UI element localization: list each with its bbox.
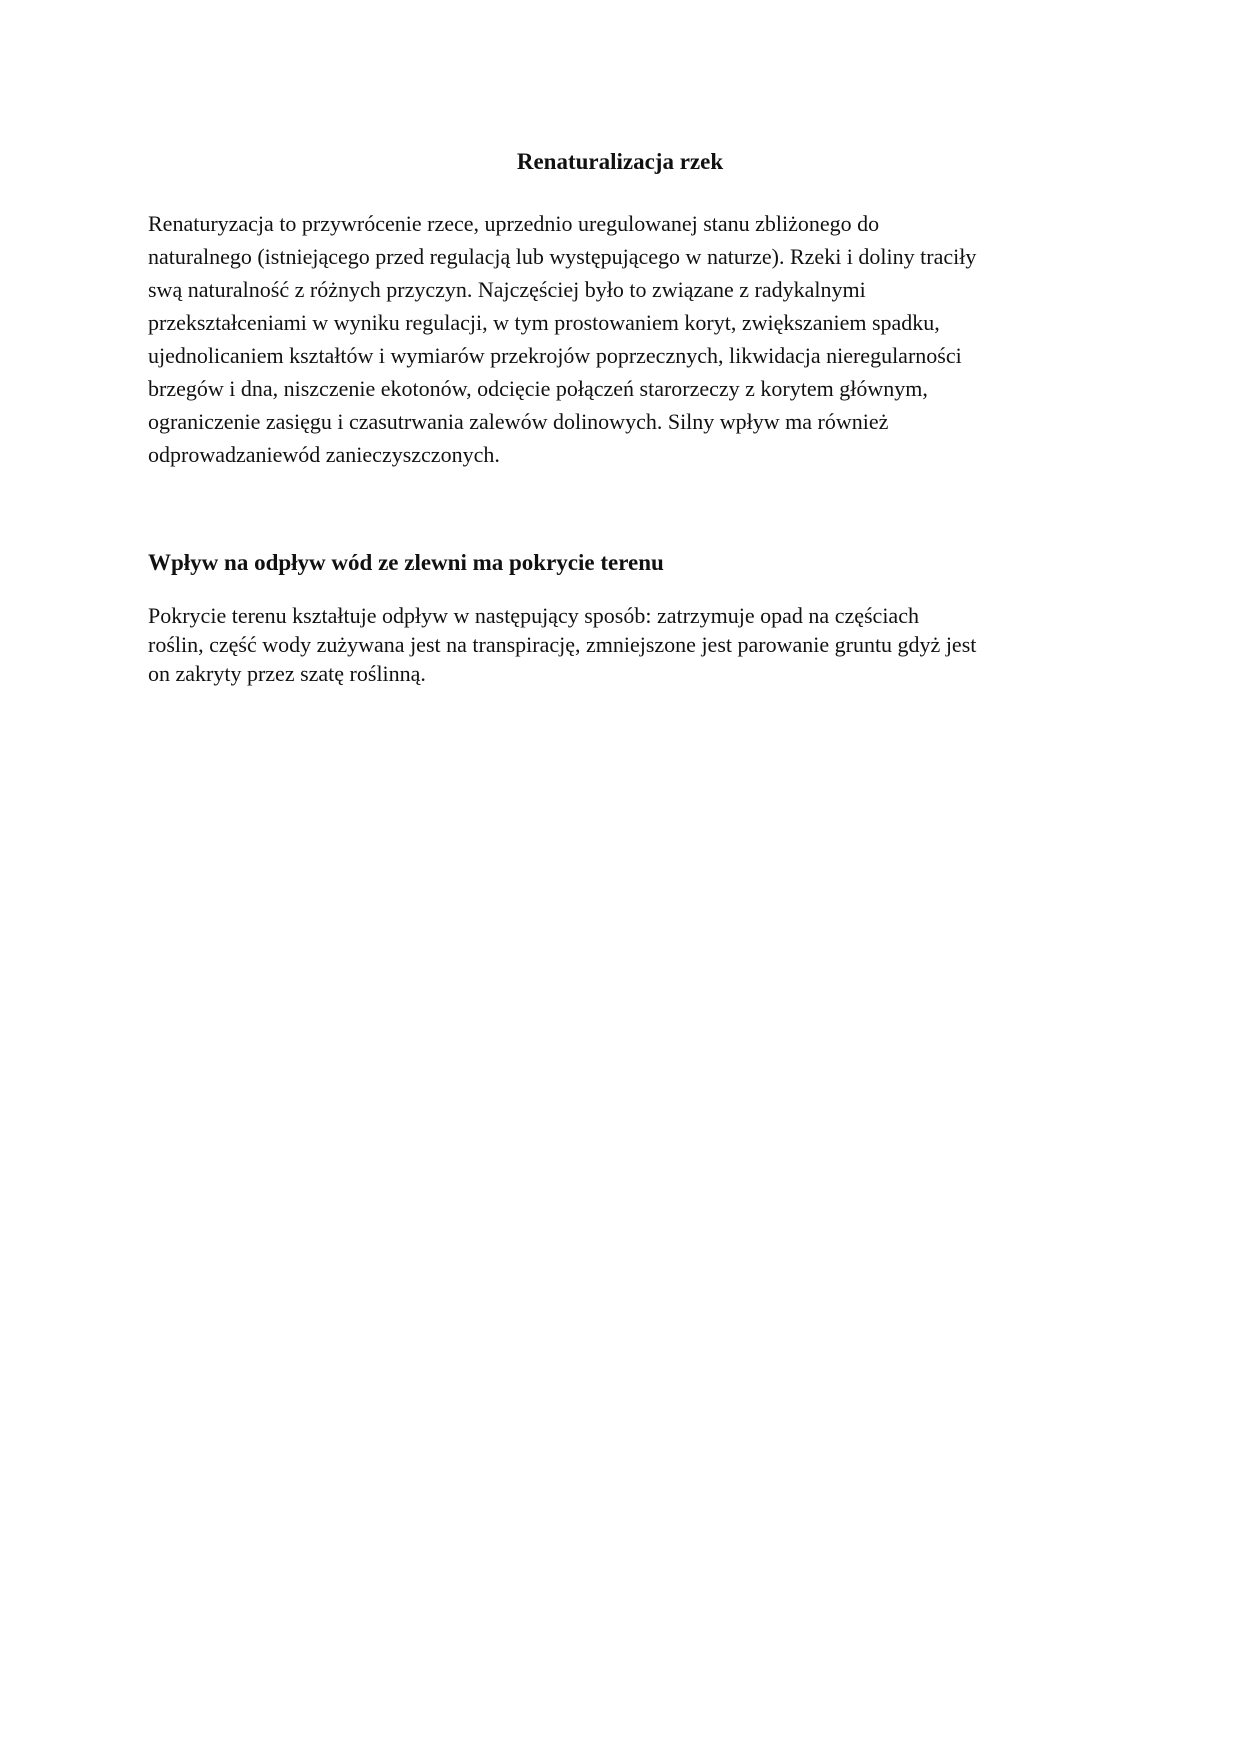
paragraph-line: Pokrycie terenu kształtuje odpływ w następujący sposób: zatrzymuje opad na częściach — [148, 603, 919, 628]
paragraph-pokrycie-terenu — [148, 601, 1108, 688]
paragraph-line: naturalnego (istniejącego przed regulacją lub występującego w naturze). Rzeki i doliny traciły — [148, 244, 977, 269]
paragraph-line: Renaturyzacja to przywrócenie rzece, uprzednio uregulowanej stanu zbliżonego do — [148, 211, 880, 236]
paragraph-line: ujednolicaniem kształtów i wymiarów przekrojów poprzecznych, likwidacja nieregularności — [148, 343, 962, 368]
paragraph-line: odprowadzaniewód zanieczyszczonych. — [148, 442, 500, 467]
paragraph-line: on zakryty przez szatę roślinną. — [148, 661, 426, 686]
paragraph-line: roślin, część wody zużywana jest na transpirację, zmniejszone jest parowanie gruntu gdyż jest — [148, 632, 977, 657]
paragraph-renaturyzacja — [148, 207, 1108, 471]
paragraph-line: swą naturalność z różnych przyczyn. Najczęściej było to związane z radykalnymi — [148, 277, 866, 302]
paragraph-line: brzegów i dna, niszczenie ekotonów, odcięcie połączeń starorzeczy z korytem głównym, — [148, 376, 928, 401]
document-title: Renaturalizacja rzek — [516, 149, 724, 174]
section-heading: Wpływ na odpływ wód ze zlewni ma pokrycie terenu — [148, 550, 664, 575]
paragraph-line: przekształceniami w wyniku regulacji, w tym prostowaniem koryt, zwiększaniem spadku, — [148, 310, 940, 335]
paragraph-line: ograniczenie zasięgu i czasutrwania zalewów dolinowych. Silny wpływ ma również — [148, 409, 889, 434]
